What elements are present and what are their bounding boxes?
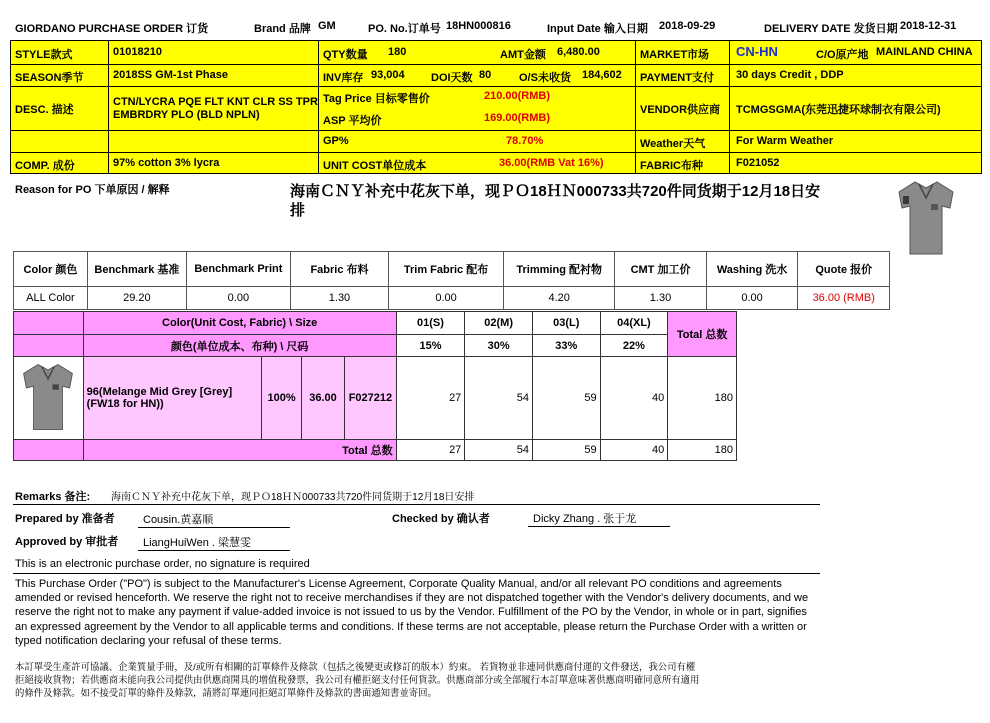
composition-label: COMP. 成份 [15, 160, 75, 172]
unit-cost-value: 36.00(RMB Vat 16%) [499, 157, 604, 169]
cost-header: Trimming 配衬物 [503, 252, 614, 287]
size-qty-cell: 54 [465, 357, 533, 440]
fabric-label: FABRIC布种 [640, 160, 703, 172]
divider [13, 573, 820, 574]
size-ratio: 15% [396, 335, 465, 357]
size-qty-cell: 27 [396, 357, 465, 440]
cost-breakdown-table [13, 251, 890, 310]
po-info-grid [10, 40, 982, 174]
gp-label: GP% [323, 135, 349, 147]
cost-quote-cell: 36.00 (RMB) [798, 287, 890, 310]
size-header: 02(M) [465, 312, 533, 335]
delivery-date-value: 2018-12-31 [900, 20, 957, 32]
reason-label: Reason for PO 下单原因 / 解释 [15, 184, 170, 196]
inventory-value: 93,004 [371, 69, 405, 81]
outstanding-label: O/S未收货 [519, 72, 571, 84]
origin-value: MAINLAND CHINA [876, 46, 973, 58]
cost-cell: ALL Color [14, 287, 88, 310]
style-value: 01018210 [113, 46, 162, 58]
doi-label: DOI天数 [431, 72, 473, 84]
origin-label: C/O原产地 [816, 49, 869, 61]
po-number-value: 18HN000816 [446, 20, 511, 32]
asp-value: 169.00(RMB) [484, 112, 551, 124]
vendor-value: TCMGSGMA(东莞迅捷环球制衣有限公司) [736, 104, 941, 116]
cost-header: Washing 洗水 [706, 252, 798, 287]
style-label: STYLE款式 [15, 49, 73, 61]
size-header: 03(L) [532, 312, 600, 335]
prepared-by-value: Cousin.黄嘉顺 [143, 514, 214, 526]
fabric-value: F021052 [736, 157, 780, 169]
payment-value: 30 days Credit , DDP [736, 69, 844, 81]
size-breakdown-table [13, 311, 737, 461]
terms-english [15, 577, 808, 648]
checked-by-label: Checked by 确认者 [392, 513, 490, 525]
terms-line: This Purchase Order ("PO") is subject to the Manufacturer's License Agreement, Corporate Quality Manual, and/or all relevant PO conditions and agreements [15, 578, 782, 590]
amount-label: AMT金额 [500, 49, 546, 61]
terms-line: typed notification declaring your refusal of these terms. [15, 634, 282, 647]
terms-line: amended or revised henceforth. We reserve the right not to receive merchandises if they are not dispatched together with the Vendor's delivery documents, and we [15, 592, 809, 605]
grand-total-cell: 180 [668, 440, 737, 461]
size-total-cell: 59 [532, 440, 600, 461]
cost-cell: 0.00 [186, 287, 290, 310]
terms-line: 本訂單受生產許可協議、企業質量手冊，及/或所有相關的訂單條件及條款（包括之後變更或修訂的版本）約束。 若貨物並非連同供應商付運的文件發送，我公司有權 [15, 661, 696, 672]
color-swatch-cell [14, 357, 84, 440]
cost-cell: 0.00 [389, 287, 504, 310]
market-label: MARKET市场 [640, 49, 710, 61]
size-qty-cell: 40 [600, 357, 668, 440]
cost-header: Benchmark 基准 [87, 252, 186, 287]
cost-header: Trim Fabric 配布 [389, 252, 504, 287]
tag-price-label: Tag Price 目标零售价 [323, 93, 430, 105]
qty-value: 180 [388, 46, 407, 58]
cost-header: Benchmark Print [186, 252, 290, 287]
prepared-by-label: Prepared by 准备者 [15, 513, 115, 525]
divider [138, 527, 290, 528]
color-size-header-en: Color(Unit Cost, Fabric) \ Size [83, 312, 396, 335]
cost-header: Quote 报价 [798, 252, 890, 287]
color-name-cell: 96(Melange Mid Grey [Grey] (FW18 for HN)) [83, 357, 262, 440]
remarks-label: Remarks 备注: [15, 491, 91, 503]
brand-label: Brand 品牌 [254, 23, 311, 35]
vendor-label: VENDOR供应商 [640, 104, 721, 116]
size-header: 04(XL) [600, 312, 668, 335]
total-header: Total 总数 [668, 312, 737, 357]
total-row-label: Total 总数 [83, 440, 396, 461]
reason-text-line-2: 排 [290, 202, 306, 219]
terms-line: 的條件及條款。如不接受訂單的條件及條款，請將訂單連同拒絕訂單條件及條款的書面通知書並寄回。 [15, 687, 437, 698]
description-line-1: CTN/LYCRA PQE FLT KNT CLR SS TPR [113, 96, 318, 108]
thumb-header-cell [14, 335, 84, 357]
cost-cell: 1.30 [615, 287, 706, 310]
row-total-cell: 180 [668, 357, 737, 440]
description-label: DESC. 描述 [15, 104, 74, 116]
cost-header: Color 颜色 [14, 252, 88, 287]
color-swatch-thumbnail [20, 359, 76, 435]
size-ratio: 22% [600, 335, 668, 357]
market-value: CN-HN [736, 44, 778, 59]
season-label: SEASON季节 [15, 72, 84, 84]
color-size-header-cn: 颜色(单位成本、布种) \ 尺码 [83, 335, 396, 357]
thumb-header-cell [14, 312, 84, 335]
cost-cell: 29.20 [87, 287, 186, 310]
size-qty-cell: 59 [532, 357, 600, 440]
cost-header: CMT 加工价 [615, 252, 706, 287]
approved-by-label: Approved by 审批者 [15, 536, 119, 548]
cost-cell: 0.00 [706, 287, 798, 310]
total-row-spacer [14, 440, 84, 461]
electronic-note: This is an electronic purchase order, no signature is required [15, 558, 310, 570]
payment-label: PAYMENT支付 [640, 72, 714, 84]
cost-cell: 4.20 [503, 287, 614, 310]
weather-label: Weather天气 [640, 138, 706, 150]
amount-value: 6,480.00 [557, 46, 600, 58]
asp-label: ASP 平均价 [323, 115, 382, 127]
delivery-date-label: DELIVERY DATE 发货日期 [764, 23, 898, 35]
inventory-label: INV库存 [323, 72, 364, 84]
doc-title: GIORDANO PURCHASE ORDER 订货 [15, 23, 209, 35]
product-thumbnail [895, 178, 957, 258]
season-value: 2018SS GM-1st Phase [113, 69, 228, 81]
size-header: 01(S) [396, 312, 465, 335]
terms-line: an expressed agreement by the Vendor to all applicable terms and conditions. If these terms are not acceptable, please return the Purchase Order with a written or [15, 620, 807, 633]
weather-value: For Warm Weather [736, 135, 834, 147]
terms-line: 拒絕接收貨物；若供應商未能向我公司提供由供應商開具的增值稅發票，我公司有權拒絕支付任何貨款。供應商部分或全部履行本訂單意味著供應商明確同意所有適用 [15, 674, 700, 685]
size-ratio: 33% [532, 335, 600, 357]
size-total-cell: 27 [396, 440, 465, 461]
size-total-cell: 40 [600, 440, 668, 461]
terms-line: reserve the right not to make any payment if value-added invoice is not issued to us by the Vendor. Fulfillment of the PO by the Vendor, in whole or in part, signifies [15, 606, 807, 619]
input-date-label: Input Date 输入日期 [547, 23, 648, 35]
input-date-value: 2018-09-29 [659, 20, 716, 32]
color-percent-cell: 100% [262, 357, 301, 440]
reason-text-line-1: 海南ＣＮＹ补充中花灰下单，现ＰＯ18ＨＮ000733共720件同货期于12月18日安 [290, 183, 821, 200]
terms-chinese [15, 660, 699, 699]
doi-value: 80 [479, 69, 492, 81]
qty-label: QTY数量 [323, 49, 368, 61]
size-ratio: 30% [465, 335, 533, 357]
outstanding-value: 184,602 [582, 69, 622, 81]
divider [528, 526, 670, 527]
gp-value: 78.70% [506, 135, 544, 147]
checked-by-value: Dicky Zhang . 张于龙 [533, 513, 637, 525]
divider [138, 550, 290, 551]
size-total-cell: 54 [465, 440, 533, 461]
cost-header: Fabric 布料 [290, 252, 388, 287]
remarks-text: 海南ＣＮＹ补充中花灰下单，现ＰＯ18ＨＮ000733共720件同货期于12月18日安排 [111, 492, 475, 503]
composition-value: 97% cotton 3% lycra [113, 157, 220, 169]
po-number-label: PO. No.订单号 [368, 23, 441, 35]
cost-cell: 1.30 [290, 287, 388, 310]
brand-value: GM [318, 20, 336, 32]
approved-by-value: LiangHuiWen . 梁慧雯 [143, 537, 252, 549]
divider [13, 504, 820, 505]
description-line-2: EMBRDRY PLO (BLD NPLN) [113, 109, 260, 121]
tag-price-value: 210.00(RMB) [484, 90, 551, 102]
color-fabric-cell: F027212 [345, 357, 396, 440]
unit-cost-label: UNIT COST单位成本 [323, 160, 427, 172]
color-cost-cell: 36.00 [301, 357, 344, 440]
